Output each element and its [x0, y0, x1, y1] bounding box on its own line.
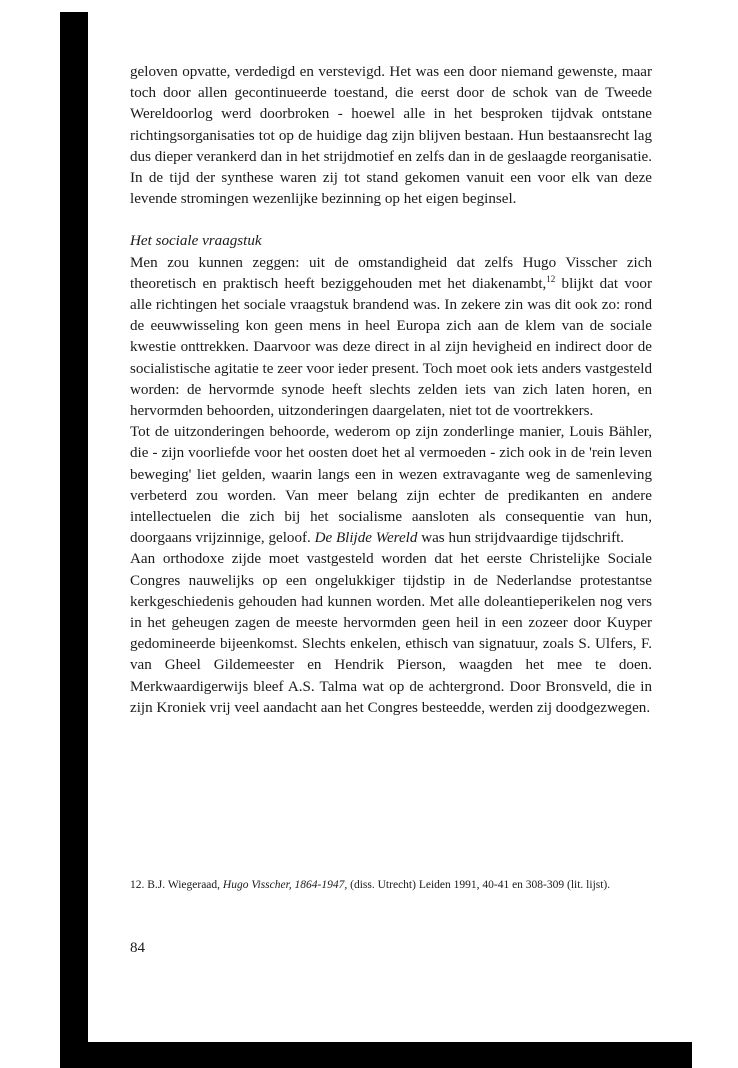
- section-heading: Het sociale vraagstuk: [130, 233, 262, 250]
- paragraph-3-text-a: Tot de uitzonderingen behoorde, wederom op zijn zonderlinge manier, Louis Bähler, die - zijn voorliefde voor het oosten doet het al vermoeden - zich ook in de 'rein leven beweging' liet gelden, waarin langs een in wezen extravagante weg de samenleving verbeterd zou worden. Van meer belang zijn echter de predikanten en andere intellectuelen die zich bij het socialisme aansloten als consequentie van hun, doorgaans vrijzinnige, geloof.: [130, 424, 652, 547]
- paragraph-4: Aan orthodoxe zijde moet vastgesteld worden dat het eerste Christelijke Sociale Congres nauwelijks op een ongelukkiger tijdstip in de Nederlandse protestantse kerkgeschiedenis gehouden had kunnen worden. Met alle doleantieperikelen nog vers in het geheugen zagen de meeste hervormden geen heil in een zozeer door Kuyper gedomineerde bijeenkomst. Slechts enkelen, ethisch van signatuur, zoals S. Ulfers, F. van Gheel Gildemeester en Hendrik Pierson, waagden het mee te doen. Merkwaardigerwijs bleef A.S. Talma wat op de achtergrond. Door Bronsveld, die in zijn Kroniek vrij veel aandacht aan het Congres besteedde, werden zij doodgezwegen.: [130, 551, 652, 716]
- paragraph-2: [130, 253, 652, 423]
- journal-title: De Blijde Wereld: [314, 530, 418, 547]
- paragraph-2-text-b: blijkt dat voor alle richtingen het sociale vraagstuk brandend was. In zekere zin was dit ook zo: rond de eeuwwisseling kon geen mens in heel Europa zich aan de klem van de sociale kwestie onttrekken. Daarvoor was deze direct in al zijn hevigheid en indirect door de socialistische agitatie te zeer voor ieder present. Toch moet ook iets anders vastgesteld worden: de hervormde synode heeft slechts zelden iets van zich laten horen, en hervormden behoorden, uitzonderingen daargelaten, niet tot de voortrekkers.: [130, 275, 653, 420]
- footnote-prefix: 12. B.J. Wiegeraad,: [130, 879, 223, 891]
- body-text: [130, 62, 652, 719]
- footnote-reference: 12: [546, 273, 556, 284]
- footnote-title: Hugo Visscher, 1864-1947,: [222, 879, 348, 891]
- footnote-rest: (diss. Utrecht) Leiden 1991, 40-41 en 308-309 (lit. lijst).: [347, 879, 611, 891]
- scan-border-bottom: [60, 1042, 692, 1068]
- paragraph-3: [130, 422, 652, 549]
- paragraph-1: geloven opvatte, verdedigd en verstevigd. Het was een door niemand gewenste, maar toch door allen gecontinueerde toestand, die eerst door de schok van de Tweede Wereldoorlog werd doorbroken - hoewel alle in het besproken tijdvak ontstane richtingsorganisaties tot op de huidige dag zijn blijven bestaan. Hun bestaansrecht lag dus dieper verankerd dan in het strijdmotief en zelfs dan in de geslaagde reorganisatie. In de tijd der synthese waren zij tot stand gekomen vanuit een voor elk van deze levende stromingen wezenlijke bezinning op het eigen beginsel.: [130, 64, 652, 208]
- page-number: 84: [130, 940, 145, 956]
- paragraph-3-text-b: was hun strijdvaardige tijdschrift.: [417, 530, 625, 547]
- footnote: [130, 877, 652, 894]
- scan-border-left: [60, 12, 88, 1068]
- paragraph-2-text-a: Men zou kunnen zeggen: uit de omstandigheid dat zelfs Hugo Visscher zich theoretisch en praktisch heeft beziggehouden met het diakenambt,: [130, 254, 652, 292]
